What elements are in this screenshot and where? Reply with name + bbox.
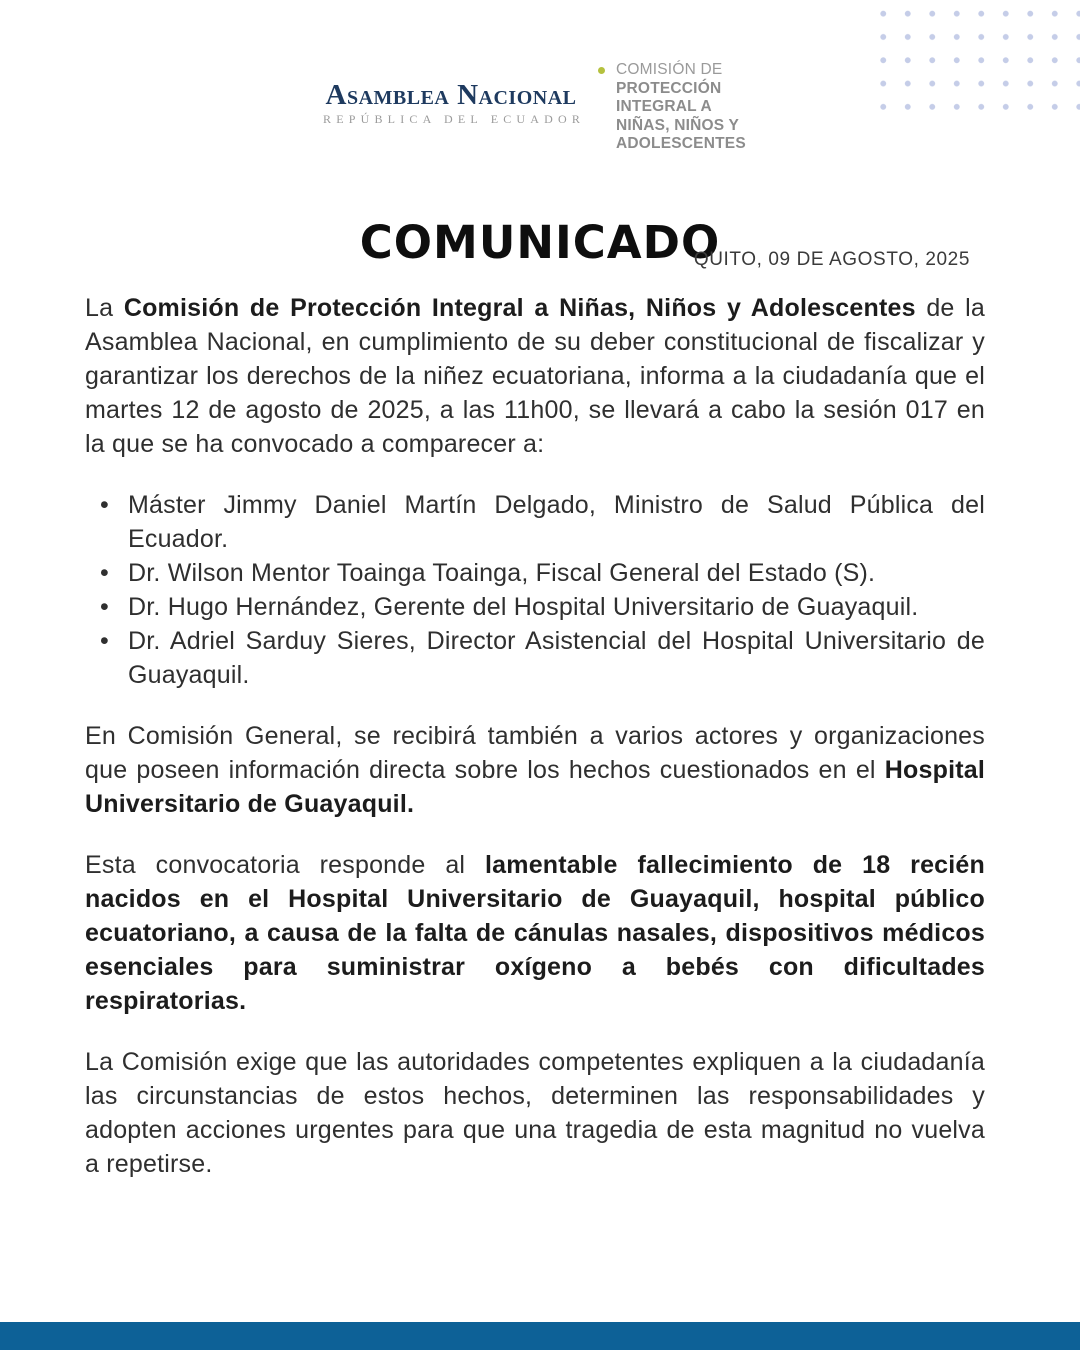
- list-item-text: Máster Jimmy Daniel Martín Delgado, Ministro de Salud Pública del Ecuador.: [128, 491, 985, 553]
- bullet-icon: •: [100, 559, 109, 587]
- commission-logo-line: INTEGRAL A: [616, 98, 712, 116]
- list-item-text: Dr. Wilson Mentor Toainga Toainga, Fiscal General del Estado (S).: [128, 559, 876, 587]
- asamblea-nacional-logo: [323, 79, 586, 127]
- paragraph-motivo: [85, 848, 985, 1018]
- commission-logo-line: PROTECCIÓN: [616, 79, 722, 97]
- paragraph-comision-general-bold: Hospital Universitario de Guayaquil.: [85, 756, 985, 818]
- paragraph-motivo-bold: lamentable fallecimiento de 18 recién nacidos en el Hospital Universitario de Guayaquil, hospital público ecuatoriano, a causa de la falta de cánulas nasales, dispositivos médicos esenciales para suministrar oxígeno a bebés con dificultades respiratorias.: [85, 851, 986, 1015]
- paragraph-motivo-text: Esta convocatoria responde al: [85, 851, 486, 879]
- paragraph-intro: [85, 291, 985, 461]
- commission-logo: [598, 61, 746, 154]
- list-item: [85, 556, 985, 590]
- list-item-text: Dr. Hugo Hernández, Gerente del Hospital Universitario de Guayaquil.: [128, 593, 919, 621]
- paragraph-comision-general: [85, 719, 985, 821]
- paragraph-intro-prefix: La: [85, 294, 124, 322]
- commission-logo-text: [616, 61, 746, 154]
- dateline: QUITO, 09 DE AGOSTO, 2025: [693, 249, 970, 270]
- commission-logo-line: NIÑAS, NIÑOS Y: [616, 116, 740, 134]
- asamblea-nacional-logo-title: Asamblea Nacional: [325, 79, 577, 111]
- commission-logo-line: COMISIÓN DE: [616, 61, 723, 78]
- paragraph-comision-general-text: En Comisión General, se recibirá también a varios actores y organizaciones que poseen información directa sobre los hechos cuestionados en el: [85, 722, 985, 784]
- list-item: [85, 590, 985, 624]
- summoned-officials-list: [85, 488, 985, 692]
- commission-bullet-icon: [598, 67, 605, 74]
- list-item-text: Dr. Adriel Sarduy Sieres, Director Asistencial del Hospital Universitario de Guayaquil.: [128, 627, 985, 689]
- communique-body: [85, 291, 985, 1208]
- dot-pattern-decoration: [868, 0, 1080, 110]
- paragraph-intro-rest: de la Asamblea Nacional, en cumplimiento de su deber constitucional de fiscalizar y garantizar los derechos de la niñez ecuatoriana, informa a la ciudadanía que el martes 12 de agosto de 2025, a las 11h00, se llevará a cabo la sesión 017 en la que se ha convocado a comparecer a:: [85, 294, 985, 458]
- paragraph-intro-bold: Comisión de Protección Integral a Niñas, Niños y Adolescentes: [123, 294, 916, 322]
- asamblea-nacional-logo-subtitle: REPÚBLICA DEL ECUADOR: [323, 112, 586, 126]
- list-item: [85, 488, 985, 556]
- bullet-icon: •: [100, 491, 109, 519]
- bullet-icon: •: [100, 593, 109, 621]
- bullet-icon: •: [100, 627, 109, 655]
- page-title: COMUNICADO: [359, 216, 721, 270]
- bottom-accent-bar: [0, 1322, 1080, 1350]
- paragraph-exigencia: La Comisión exige que las autoridades competentes expliquen a la ciudadanía las circunstancias de estos hechos, determinen las responsabilidades y adopten acciones urgentes para que una tragedia de esta magnitud no vuelva a repetirse.: [85, 1048, 985, 1178]
- commission-logo-line: ADOLESCENTES: [616, 135, 746, 153]
- list-item: [85, 624, 985, 692]
